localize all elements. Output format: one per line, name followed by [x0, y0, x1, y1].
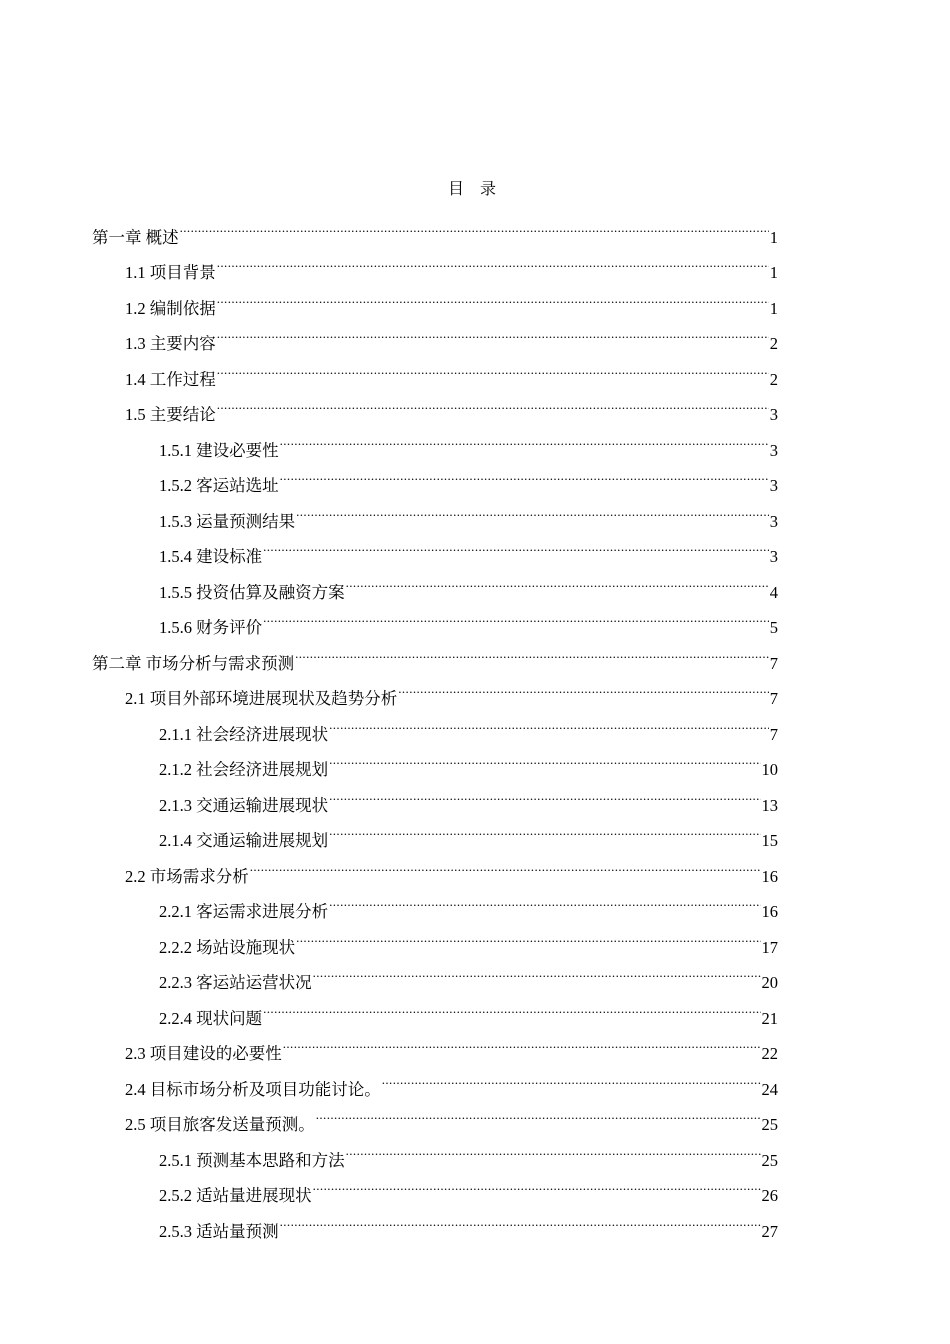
- toc-page-number: 5: [769, 618, 778, 637]
- toc-dot-leader: [296, 491, 769, 527]
- toc-dot-leader: [263, 527, 769, 563]
- toc-page-number: 3: [769, 476, 778, 495]
- toc-entry-text: 1.5.2 客运站选址: [159, 476, 279, 495]
- toc-dot-leader: [346, 562, 769, 598]
- toc-page-number: 1: [769, 298, 778, 318]
- toc-entry-text: 1.4 工作过程: [125, 369, 216, 389]
- toc-dot-leader: [217, 349, 769, 385]
- toc-dot-leader: [329, 704, 769, 740]
- toc-dot-leader: [280, 456, 769, 492]
- toc-entry-text: 2.5.3 适站量预测: [159, 1221, 279, 1241]
- toc-dot-leader: [329, 882, 760, 918]
- toc-dot-leader: [250, 846, 761, 882]
- toc-title: 目 录: [447, 181, 502, 198]
- toc-entry-text: 2.5 项目旅客发送量预测。: [125, 1115, 315, 1134]
- toc-entry-text: 2.2 市场需求分析: [125, 866, 249, 886]
- toc-entry-text: 1.5.5 投资估算及融资方案: [159, 582, 345, 602]
- toc-dot-leader: [316, 1095, 761, 1131]
- toc-page-number: 25: [761, 1150, 778, 1170]
- toc-entry-text: 1.1 项目背景: [125, 263, 216, 282]
- toc-page-number: 24: [761, 1079, 778, 1099]
- toc-dot-leader: [329, 811, 760, 847]
- toc-entry-text: 2.2.2 场站设施现状: [159, 937, 296, 957]
- toc-entry-text: 2.1.3 交通运输进展现状: [159, 795, 329, 815]
- toc-entry[interactable]: [92, 207, 778, 247]
- toc-entry[interactable]: [92, 243, 778, 282]
- toc-dot-leader: [283, 1024, 761, 1060]
- toc-page-number: 26: [761, 1186, 778, 1205]
- toc-dot-leader: [217, 385, 769, 421]
- toc-page-number: 16: [761, 902, 778, 921]
- toc-page-number: 3: [769, 511, 778, 531]
- toc-page-number: 10: [761, 760, 778, 779]
- toc-entry-text: 2.1.1 社会经济进展现状: [159, 724, 329, 744]
- toc-page-number: 16: [761, 866, 778, 886]
- toc-entry-text: 第一章 概述: [92, 227, 179, 247]
- toc-page-number: 3: [769, 405, 778, 424]
- toc-page-number: 25: [761, 1115, 778, 1134]
- toc-dot-leader: [217, 243, 769, 279]
- toc-page-number: 7: [769, 724, 778, 744]
- toc-page-number: 2: [769, 369, 778, 389]
- toc-dot-leader: [313, 1166, 761, 1202]
- toc-dot-leader: [263, 988, 760, 1024]
- toc-page-number: 1: [769, 263, 778, 282]
- toc-page-number: 7: [769, 689, 778, 708]
- toc-entry-text: 2.1 项目外部环境进展现状及趋势分析: [125, 689, 398, 708]
- toc-entry-text: 2.3 项目建设的必要性: [125, 1044, 282, 1063]
- toc-page-number: 3: [769, 547, 778, 566]
- toc-page-number: 2: [769, 334, 778, 353]
- toc-page-number: 4: [769, 582, 778, 602]
- toc-dot-leader: [217, 314, 769, 350]
- toc-dot-leader: [217, 278, 769, 314]
- toc-entry-text: 1.3 主要内容: [125, 334, 216, 353]
- toc-entry-text: 1.5.4 建设标准: [159, 547, 263, 566]
- toc-entry-text: 2.5.2 适站量进展现状: [159, 1186, 312, 1205]
- toc-entry-text: 1.5 主要结论: [125, 405, 216, 424]
- toc-dot-leader: [382, 1059, 761, 1095]
- toc-dot-leader: [280, 420, 769, 456]
- table-of-contents: [92, 207, 778, 1241]
- toc-page-number: 13: [761, 795, 778, 815]
- toc-page-number: 20: [761, 973, 778, 992]
- toc-entry-text: 1.5.3 运量预测结果: [159, 511, 296, 531]
- toc-entry-text: 1.2 编制依据: [125, 298, 216, 318]
- toc-entry-text: 2.5.1 预测基本思路和方法: [159, 1150, 345, 1170]
- toc-dot-leader: [295, 633, 769, 669]
- toc-dot-leader: [346, 1130, 761, 1166]
- toc-entry-text: 2.1.4 交通运输进展规划: [159, 831, 329, 850]
- toc-page-number: 15: [761, 831, 778, 850]
- toc-dot-leader: [329, 740, 760, 776]
- toc-dot-leader: [263, 598, 769, 634]
- toc-page-number: 7: [769, 653, 778, 673]
- toc-entry-text: 2.2.4 现状问题: [159, 1008, 263, 1028]
- toc-entry-text: 1.5.6 财务评价: [159, 618, 263, 637]
- toc-entry-text: 2.4 目标市场分析及项目功能讨论。: [125, 1079, 381, 1099]
- toc-entry-text: 2.2.1 客运需求进展分析: [159, 902, 329, 921]
- toc-dot-leader: [313, 953, 761, 989]
- toc-dot-leader: [398, 669, 769, 705]
- toc-page-number: 27: [761, 1221, 778, 1241]
- toc-page-number: 22: [761, 1044, 778, 1063]
- toc-page-number: 21: [761, 1008, 778, 1028]
- toc-page-number: 1: [769, 227, 778, 247]
- toc-entry-text: 2.1.2 社会经济进展规划: [159, 760, 329, 779]
- toc-page-number: 17: [761, 937, 778, 957]
- toc-entry-text: 第二章 市场分析与需求预测: [92, 653, 295, 673]
- toc-dot-leader: [329, 775, 760, 811]
- toc-dot-leader: [296, 917, 760, 953]
- toc-dot-leader: [180, 207, 769, 243]
- toc-dot-leader: [280, 1201, 761, 1237]
- toc-entry-text: 1.5.1 建设必要性: [159, 440, 279, 460]
- toc-page-number: 3: [769, 440, 778, 460]
- toc-entry-text: 2.2.3 客运站运营状况: [159, 973, 312, 992]
